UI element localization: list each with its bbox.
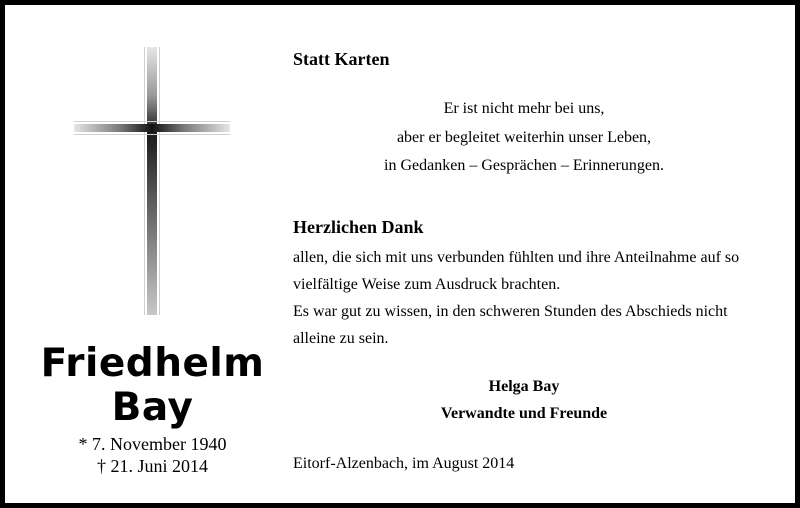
cross-horizontal-beam	[74, 124, 230, 132]
verse-line: Er ist nicht mehr bei uns,	[443, 100, 605, 117]
cross-icon	[74, 47, 230, 319]
notice-heading: Statt Karten	[293, 49, 390, 69]
thanks-paragraph: allen, die sich mit uns verbunden fühlten und ihre Anteilnahme auf so vielfältige Weise zum Ausdruck brachten.	[293, 249, 740, 293]
thanks-heading: Herzlichen Dank	[293, 217, 424, 237]
place-date: Eitorf-Alzenbach, im August 2014	[293, 455, 515, 472]
deceased-first-name: Friedhelm	[40, 341, 265, 386]
cross-vertical-beam	[147, 47, 157, 315]
birth-date: * 7. November 1940	[78, 434, 227, 454]
verse-line: aber er begleitet weiterhin unser Leben,	[396, 129, 652, 146]
death-date: † 21. Juni 2014	[96, 456, 208, 476]
signature-name: Helga Bay	[488, 378, 560, 395]
signature-family: Verwandte und Freunde	[440, 405, 608, 422]
thanks-paragraph: Es war gut zu wissen, in den schweren Stunden des Abschieds nicht alleine zu sein.	[293, 303, 728, 347]
verse-line: in Gedanken – Gesprächen – Erinnerungen.	[384, 157, 664, 174]
deceased-last-name: Bay	[111, 385, 194, 430]
